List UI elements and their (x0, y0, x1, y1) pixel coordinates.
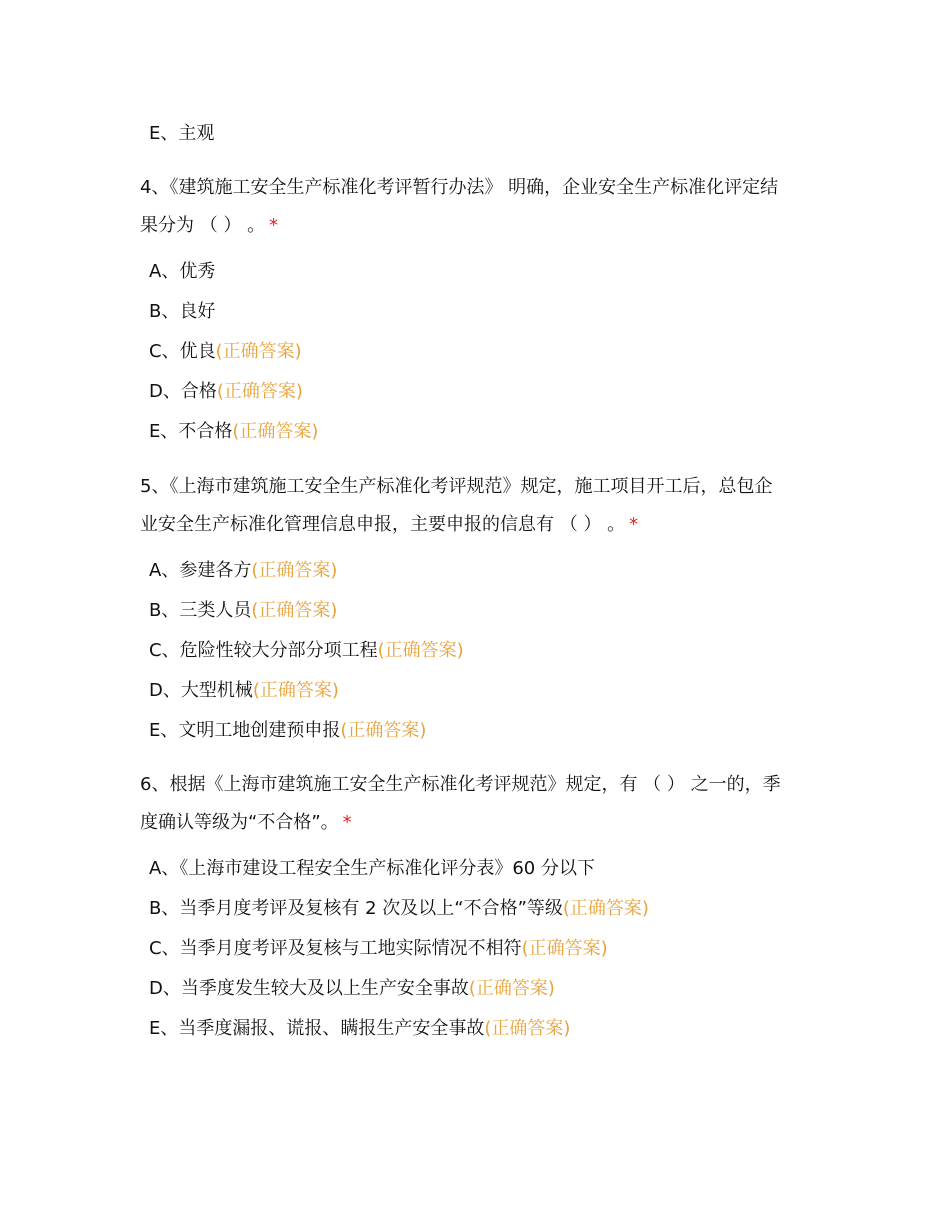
required-mark: * (342, 812, 352, 833)
option-letter: E、 (149, 123, 179, 144)
question-text: 4、《建筑施工安全生产标准化考评暂行办法》 明确，企业安全生产标准化评定结 (140, 177, 779, 198)
option-text: 文明工地创建预申报 (178, 720, 341, 741)
required-mark: * (269, 215, 279, 236)
option-item (149, 679, 339, 703)
option-text: 当季度发生较大及以上生产安全事故 (180, 978, 469, 999)
option-item (149, 639, 464, 663)
option-letter: C、 (149, 640, 180, 661)
correct-answer-tag: (正确答案) (251, 560, 338, 581)
question-text: 6、根据《上海市建筑施工安全生产标准化考评规范》规定，有 （ ） 之一的，季 (140, 774, 781, 795)
option-item (149, 300, 215, 324)
question-stem-line (140, 475, 772, 499)
option-text: 主观 (178, 123, 215, 144)
correct-answer-tag: (正确答案) (216, 381, 303, 402)
option-letter: B、 (149, 301, 180, 322)
question-stem-line (140, 773, 781, 797)
option-item (149, 1017, 570, 1041)
correct-answer-tag: (正确答案) (232, 421, 319, 442)
option-item (149, 559, 337, 583)
option-letter: B、 (149, 600, 180, 621)
option-item (149, 340, 302, 364)
option-letter: A、 (149, 560, 180, 581)
option-letter: D、 (149, 680, 181, 701)
option-text: 当季月度考评及复核有 2 次及以上“不合格”等级 (179, 898, 563, 919)
option-text: 合格 (180, 381, 217, 402)
question-stem-line (140, 811, 352, 835)
option-letter: C、 (149, 341, 180, 362)
option-letter: E、 (149, 421, 179, 442)
question-stem-line (140, 176, 778, 200)
option-letter: D、 (149, 978, 181, 999)
option-text: 当季月度考评及复核与工地实际情况不相符 (179, 938, 522, 959)
option-text: 优秀 (179, 261, 216, 282)
required-mark: * (629, 514, 639, 535)
option-letter: E、 (149, 1018, 179, 1039)
option-text: 危险性较大分部分项工程 (179, 640, 378, 661)
option-text: 当季度漏报、谎报、瞒报生产安全事故 (178, 1018, 485, 1039)
option-letter: D、 (149, 381, 181, 402)
question-stem-line (140, 513, 638, 537)
correct-answer-tag: (正确答案) (251, 600, 338, 621)
question-text: 业安全生产标准化管理信息申报，主要申报的信息有 （ ） 。 (140, 514, 626, 535)
correct-answer-tag: (正确答案) (468, 978, 555, 999)
option-item (149, 260, 215, 284)
question-text: 度确认等级为“不合格”。 (140, 812, 339, 833)
question-text: 5、《上海市建筑施工安全生产标准化考评规范》规定，施工项目开工后，总包企 (140, 476, 773, 497)
option-item (149, 857, 595, 881)
correct-answer-tag: (正确答案) (340, 720, 427, 741)
option-text: 良好 (179, 301, 216, 322)
correct-answer-tag: (正确答案) (252, 680, 339, 701)
correct-answer-tag: (正确答案) (521, 938, 608, 959)
correct-answer-tag: (正确答案) (377, 640, 464, 661)
correct-answer-tag: (正确答案) (484, 1018, 571, 1039)
option-letter: B、 (149, 898, 180, 919)
option-item (149, 897, 649, 921)
option-letter: E、 (149, 720, 179, 741)
option-item (149, 977, 555, 1001)
option-item (149, 937, 608, 961)
option-text: 大型机械 (180, 680, 253, 701)
correct-answer-tag: (正确答案) (562, 898, 649, 919)
correct-answer-tag: (正确答案) (215, 341, 302, 362)
option-item (149, 380, 303, 404)
option-letter: A、 (149, 261, 180, 282)
option-text: 不合格 (178, 421, 233, 442)
option-text: 三类人员 (179, 600, 252, 621)
option-item (149, 420, 318, 444)
option-text: 参建各方 (179, 560, 252, 581)
question-stem-line (140, 214, 278, 238)
option-text: 优良 (179, 341, 216, 362)
option-text: 《上海市建设工程安全生产标准化评分表》60 分以下 (179, 858, 595, 879)
option-letter: C、 (149, 938, 180, 959)
option-item (149, 599, 337, 623)
option-item (149, 122, 214, 146)
question-text: 果分为 （ ） 。 (140, 215, 266, 236)
option-item (149, 719, 426, 743)
option-letter: A、 (149, 858, 180, 879)
